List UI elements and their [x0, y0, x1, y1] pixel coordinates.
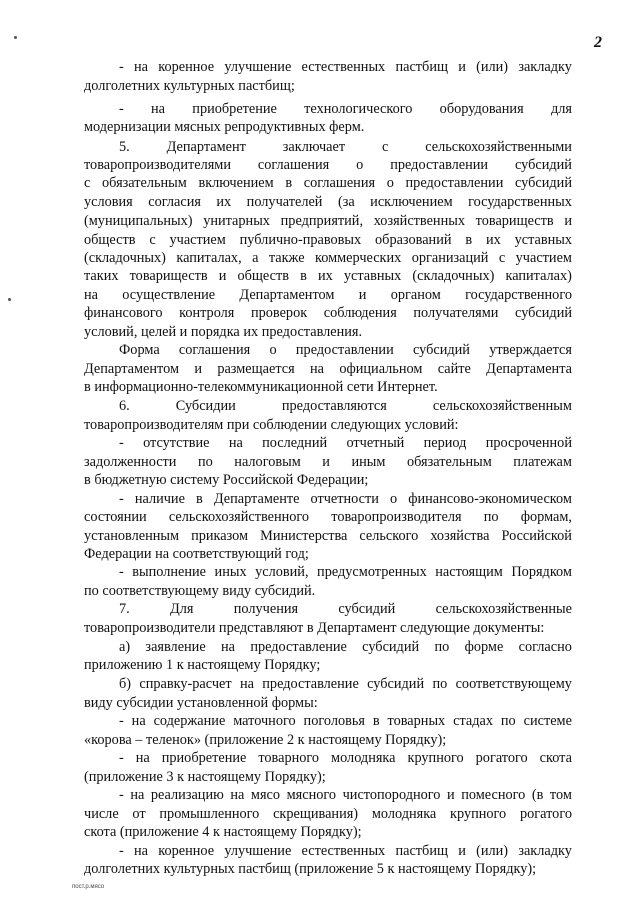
word: на: [221, 639, 235, 655]
word: рогатого: [475, 750, 528, 766]
text-line: [119, 59, 572, 76]
word: отчетности: [310, 491, 379, 507]
word: уставных: [343, 268, 402, 284]
text-line: [119, 398, 572, 415]
word: получения: [233, 601, 299, 617]
word: 6.: [119, 398, 130, 414]
word: государственного: [465, 287, 572, 303]
word: пастбищ: [395, 843, 448, 859]
text-line: [119, 342, 572, 359]
word: сельскохозяйственными: [425, 139, 572, 155]
word: числе: [84, 806, 119, 822]
text-line: [84, 287, 572, 304]
word: коренное: [158, 59, 215, 75]
word: иным: [351, 454, 386, 470]
word: о: [356, 157, 364, 173]
word: (муниципальных): [84, 213, 193, 229]
word: а): [119, 639, 131, 655]
word: стадах: [453, 713, 493, 729]
word: платежам: [513, 454, 572, 470]
word: улучшение: [224, 843, 292, 859]
word: обществ: [237, 268, 289, 284]
word: о: [269, 342, 277, 358]
text-line: [119, 435, 572, 452]
word: получателей: [246, 194, 323, 210]
word: от: [132, 806, 146, 822]
word: предоставлении: [405, 175, 504, 191]
word: 5.: [119, 139, 130, 155]
word: товариществ: [475, 213, 554, 229]
word: по: [197, 454, 213, 470]
word: установленным: [84, 528, 180, 544]
word: Субсидии: [175, 398, 236, 414]
word: финансово-экономическом: [408, 491, 572, 507]
text-line: условий, целей и порядка их предоставления.: [84, 324, 363, 340]
word: -: [119, 101, 124, 117]
word: и: [564, 213, 572, 229]
word: настоящим: [435, 564, 503, 580]
text-line: [119, 491, 572, 508]
word: Форма: [119, 342, 160, 358]
word: хозяйственных: [373, 213, 465, 229]
word: по: [434, 639, 450, 655]
word: (в: [531, 787, 544, 803]
word: Департаментом: [84, 361, 180, 377]
word: субсидий: [367, 676, 425, 692]
word: (или): [476, 843, 509, 859]
word: системе: [523, 713, 572, 729]
text-line: [119, 139, 572, 156]
word: скрещивания): [273, 806, 359, 822]
word: просроченной: [485, 435, 572, 451]
word: в: [196, 491, 203, 507]
word: предусмотренных: [317, 564, 427, 580]
word: получателями: [413, 305, 499, 321]
word: официальном: [339, 361, 423, 377]
word: Департаменте: [213, 491, 300, 507]
word: технологического: [304, 101, 413, 117]
word: наличие: [134, 491, 185, 507]
text-line: в бюджетную систему Российской Федерации;: [84, 472, 369, 488]
word: согласия: [148, 194, 201, 210]
word: капиталах): [505, 268, 572, 284]
text-line: виду субсидии установленной формы:: [84, 695, 318, 711]
text-line: [119, 639, 572, 656]
word: товаропроизводителя: [331, 509, 462, 525]
word: осуществление: [122, 287, 216, 303]
word: соответствующему: [455, 676, 572, 692]
word: предоставлении: [295, 342, 394, 358]
text-line: [84, 305, 572, 322]
word: и: [458, 843, 466, 859]
word: и: [458, 59, 466, 75]
word: соглашения: [178, 342, 251, 358]
word: -: [119, 843, 124, 859]
word: условия: [84, 194, 133, 210]
text-line: [84, 268, 572, 285]
text-line: приложению 1 к настоящему Порядку;: [84, 657, 321, 673]
word: -: [119, 787, 124, 803]
word: участием: [515, 250, 572, 266]
word: на: [130, 787, 145, 803]
word: таких: [84, 268, 119, 284]
scan-speck: [8, 298, 11, 301]
text-line: [84, 213, 572, 230]
word: форме: [464, 639, 504, 655]
word: на: [239, 676, 254, 692]
word: -: [119, 491, 124, 507]
word: их: [317, 268, 333, 284]
word: помесного: [461, 787, 526, 803]
word: коммерческих: [314, 250, 402, 266]
word: скота: [539, 750, 572, 766]
word: заявление: [145, 639, 206, 655]
word: коренное: [158, 843, 215, 859]
word: молодняка: [371, 806, 437, 822]
word: мясо: [250, 787, 281, 803]
text-line: «корова – теленок» (приложение 2 к настоящему Порядку);: [84, 732, 447, 748]
word: с: [382, 139, 389, 155]
word: на: [134, 59, 148, 75]
word: налоговым: [234, 454, 301, 470]
word: предприятий,: [280, 213, 364, 229]
word: Департамент: [166, 139, 246, 155]
text-line: [84, 454, 572, 471]
word: приобретение: [161, 750, 247, 766]
word: рогатого: [519, 806, 572, 822]
text-line: модернизации мясных репродуктивных ферм.: [84, 119, 365, 135]
word: предоставление: [262, 676, 359, 692]
word: (складочных): [412, 268, 495, 284]
text-line: [119, 601, 572, 618]
word: унитарных: [203, 213, 270, 229]
text-line: [84, 157, 572, 174]
word: товарного: [258, 750, 320, 766]
text-line: [84, 806, 572, 823]
text-line: [84, 232, 572, 249]
page-number: 2: [594, 34, 602, 51]
text-line: долголетних культурных пастбищ (приложение 5 к настоящему Порядку);: [84, 861, 537, 877]
word: -: [119, 435, 124, 451]
word: капиталах,: [176, 250, 242, 266]
word: сайте: [437, 361, 471, 377]
word: обязательным: [406, 454, 492, 470]
word: на: [230, 787, 245, 803]
word: отчетный: [346, 435, 405, 451]
word: контроля: [179, 305, 235, 321]
word: сельскохозяйственным: [432, 398, 572, 414]
word: (складочных): [84, 250, 166, 266]
word: по: [432, 676, 448, 692]
word: публично-правовых: [239, 232, 362, 248]
text-line: [119, 564, 572, 581]
text-line: [119, 843, 572, 860]
word: приказом: [191, 528, 249, 544]
word: в: [285, 175, 293, 191]
word: пастбищ: [395, 59, 448, 75]
word: с: [498, 250, 506, 266]
word: крупного: [407, 750, 464, 766]
text-line: товаропроизводителям при соблюдении следующих условий:: [84, 417, 459, 433]
word: субсидий: [338, 601, 396, 617]
word: сельскохозяйственного: [168, 509, 310, 525]
word: в: [372, 713, 380, 729]
word: Департаментом: [239, 287, 335, 303]
text-line: [119, 787, 572, 804]
text-line: (приложение 3 к настоящему Порядку);: [84, 769, 326, 785]
text-line: по соответствующему виду субсидий.: [84, 583, 316, 599]
text-line: скота (приложение 4 к настоящему Порядку);: [84, 824, 362, 840]
word: для: [550, 101, 572, 117]
word: также: [268, 250, 305, 266]
word: условий,: [255, 564, 309, 580]
word: в: [300, 268, 307, 284]
word: на: [228, 435, 243, 451]
text-line: товаропроизводители представляют в Департамент следующие документы:: [84, 620, 545, 636]
word: содержание: [153, 713, 226, 729]
text-line: [119, 750, 572, 767]
word: согласно: [518, 639, 572, 655]
word: органом: [390, 287, 441, 303]
word: предоставление: [250, 639, 347, 655]
word: товарных: [387, 713, 446, 729]
text-line: [84, 250, 572, 267]
word: на: [310, 361, 325, 377]
word: образований: [375, 232, 452, 248]
word: Департамента: [486, 361, 572, 377]
word: отсутствие: [143, 435, 210, 451]
word: субсидий: [362, 639, 420, 655]
text-line: [119, 101, 572, 118]
word: 7.: [119, 601, 130, 617]
word: том: [549, 787, 572, 803]
word: обществ: [84, 232, 136, 248]
word: чистопородного: [342, 787, 441, 803]
text-line: [84, 175, 572, 192]
word: Порядком: [511, 564, 572, 580]
word: на: [151, 101, 166, 117]
word: (или): [476, 59, 509, 75]
word: размещается: [217, 361, 295, 377]
word: включением: [198, 175, 274, 191]
word: обязательным: [102, 175, 187, 191]
word: оборудования: [439, 101, 524, 117]
scan-speck: [14, 36, 17, 39]
word: уставных: [514, 232, 572, 248]
word: (за: [337, 194, 355, 210]
word: и: [194, 361, 202, 377]
word: их: [485, 232, 501, 248]
word: и: [218, 268, 227, 284]
text-line: долголетних культурных пастбищ;: [84, 78, 295, 94]
word: организаций: [411, 250, 489, 266]
word: Министерства: [260, 528, 348, 544]
word: естественных: [301, 59, 386, 75]
word: приобретение: [192, 101, 277, 117]
word: государственных: [468, 194, 572, 210]
word: на: [135, 750, 150, 766]
text-line: Федерации на соответствующий год;: [84, 546, 309, 562]
word: предоставлении: [390, 157, 489, 173]
word: товаропроизводителями: [84, 157, 231, 173]
word: с: [149, 232, 156, 248]
text-line: [119, 713, 572, 730]
word: товариществ: [129, 268, 208, 284]
word: участием: [169, 232, 226, 248]
word: -: [119, 564, 124, 580]
word: проверок: [250, 305, 308, 321]
text-line: [84, 361, 572, 378]
word: по: [483, 509, 499, 525]
footer-file-label: пост.р.мясо: [72, 884, 105, 890]
word: с: [84, 175, 91, 191]
word: и: [358, 287, 367, 303]
word: формам,: [520, 509, 572, 525]
text-line: [84, 509, 572, 526]
word: закладку: [518, 59, 572, 75]
word: их: [216, 194, 232, 210]
word: выполнение: [132, 564, 207, 580]
word: -: [119, 750, 124, 766]
word: о: [390, 491, 398, 507]
word: в: [465, 232, 473, 248]
word: сельского: [359, 528, 419, 544]
word: соблюдения: [323, 305, 397, 321]
word: молодняка: [331, 750, 396, 766]
word: предоставляются: [281, 398, 387, 414]
word: поголовья: [303, 713, 365, 729]
word: мясного: [286, 787, 337, 803]
word: задолженности: [84, 454, 177, 470]
word: на: [131, 713, 146, 729]
word: -: [119, 713, 124, 729]
word: иных: [214, 564, 247, 580]
word: утверждается: [489, 342, 572, 358]
word: б): [119, 676, 132, 692]
word: исключением: [370, 194, 453, 210]
word: соглашения: [257, 157, 330, 173]
text-line: [84, 528, 572, 545]
word: субсидий: [514, 157, 572, 173]
word: о: [386, 175, 394, 191]
text-line: в информационно-телекоммуникационной сети Интернет.: [84, 379, 438, 395]
word: соглашения: [303, 175, 376, 191]
word: период: [423, 435, 467, 451]
text-line: [119, 676, 572, 693]
word: маточного: [233, 713, 296, 729]
text-line: [84, 194, 572, 211]
word: промышленного: [159, 806, 260, 822]
word: сельскохозяйственные: [435, 601, 572, 617]
word: субсидий: [412, 342, 470, 358]
word: реализацию: [150, 787, 224, 803]
word: по: [500, 713, 516, 729]
word: состоянии: [84, 509, 147, 525]
word: заключает: [282, 139, 346, 155]
word: финансового: [84, 305, 163, 321]
word: субсидий: [515, 175, 572, 191]
word: хозяйства: [430, 528, 490, 544]
word: на: [84, 287, 98, 303]
word: крупного: [450, 806, 507, 822]
word: естественных: [301, 843, 386, 859]
word: Российской: [501, 528, 572, 544]
word: и: [446, 787, 455, 803]
word: на: [134, 843, 148, 859]
word: Для: [170, 601, 194, 617]
word: улучшение: [224, 59, 292, 75]
word: и: [322, 454, 330, 470]
word: закладку: [518, 843, 572, 859]
word: а: [252, 250, 259, 266]
word: -: [119, 59, 124, 75]
word: субсидий: [515, 305, 572, 321]
word: справку-расчет: [139, 676, 232, 692]
word: последний: [262, 435, 328, 451]
